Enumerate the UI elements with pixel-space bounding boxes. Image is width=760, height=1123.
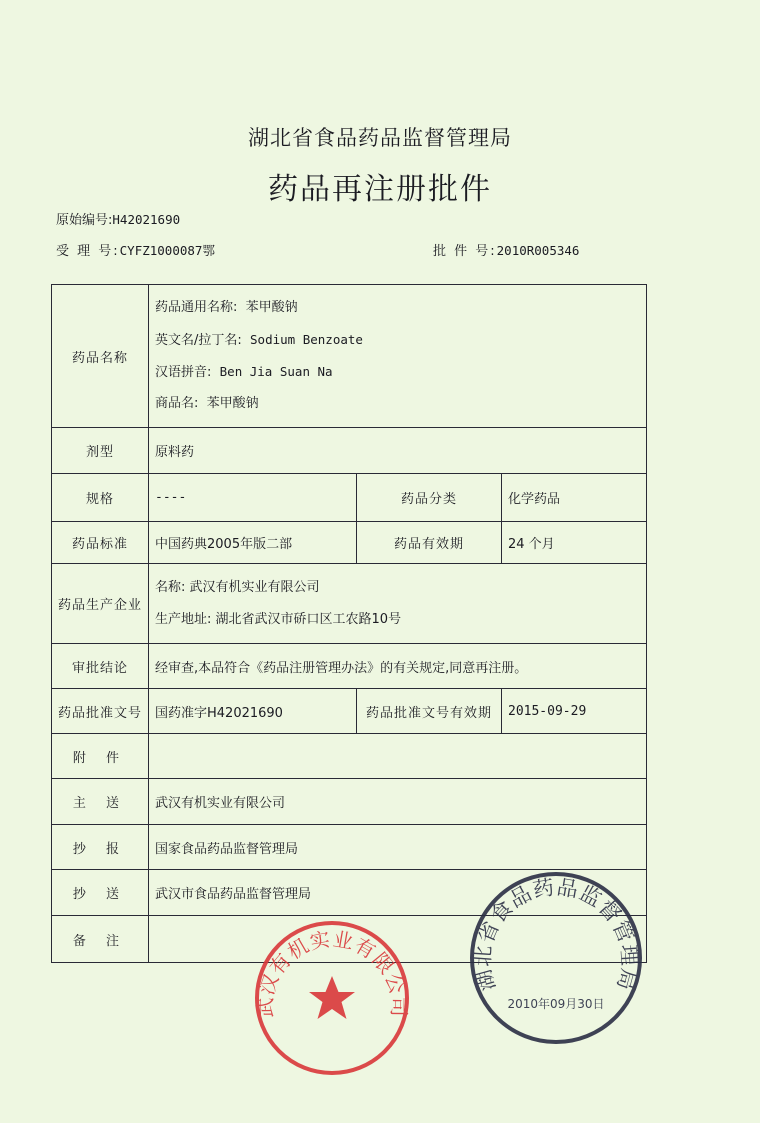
table-row-main-recipient <box>52 779 647 825</box>
trade-name-label: 商品名: <box>155 396 199 411</box>
trade-name-line <box>155 388 640 420</box>
approval-doc-validity-label: 药品批准文号有效期 <box>357 689 502 734</box>
approval-table <box>51 284 647 963</box>
manufacturer-name-line <box>155 572 640 604</box>
pinyin-line <box>155 356 640 388</box>
table-row-standard <box>52 522 647 564</box>
category-label: 药品分类 <box>357 474 502 522</box>
acceptance-number <box>56 240 215 259</box>
generic-name-line <box>155 292 640 324</box>
english-name-line <box>155 324 640 356</box>
drug-name-label: 药品名称 <box>52 285 149 428</box>
standard-label: 药品标准 <box>52 522 149 564</box>
trade-name-value: 苯甲酸钠 <box>206 396 259 411</box>
category-value: 化学药品 <box>502 474 647 522</box>
approval-doc-validity-value: 2015-09-29 <box>502 689 647 734</box>
dosage-form-value: 原料药 <box>149 428 647 474</box>
generic-name-value: 苯甲酸钠 <box>245 300 298 315</box>
attachment-value <box>149 734 647 779</box>
conclusion-value: 经审查,本品符合《药品注册管理办法》的有关规定,同意再注册。 <box>149 644 647 689</box>
approval-number <box>433 240 579 259</box>
original-number-label: 原始编号: <box>56 213 113 228</box>
copy-to-value: 武汉市食品药品监督管理局 <box>149 870 647 916</box>
manufacturer-address-value: 湖北省武汉市硚口区工农路10号 <box>215 611 402 627</box>
manufacturer-name-label: 名称: <box>155 579 186 595</box>
pinyin-label: 汉语拼音: <box>155 365 212 380</box>
original-number-value: H42021690 <box>112 212 181 227</box>
standard-value: 中国药典2005年版二部 <box>149 522 357 564</box>
validity-label: 药品有效期 <box>357 522 502 564</box>
table-row-approval-doc <box>52 689 647 734</box>
authority-seal <box>466 868 646 1048</box>
acceptance-number-label: 受 理 号: <box>56 244 120 259</box>
approval-number-value: 2010R005346 <box>496 243 580 258</box>
manufacturer-address-line <box>155 604 640 636</box>
manufacturer-cell <box>149 564 647 644</box>
table-row-spec <box>52 474 647 522</box>
english-name-value: Sodium Benzoate <box>250 332 363 347</box>
spec-value: ---- <box>149 474 357 522</box>
pinyin-value: Ben Jia Suan Na <box>219 364 333 379</box>
validity-value: 24 个月 <box>502 522 647 564</box>
company-seal-text: 武汉有机实业有限公司 <box>252 926 412 1018</box>
document-title: 药品再注册批件 <box>268 172 492 207</box>
attachment-label: 附 件 <box>52 734 149 779</box>
acceptance-number-value: CYFZ1000087鄂 <box>119 243 215 258</box>
manufacturer-label: 药品生产企业 <box>52 564 149 644</box>
remarks-label: 备 注 <box>52 916 149 963</box>
manufacturer-address-label: 生产地址: <box>155 611 212 627</box>
dosage-form-label: 剂型 <box>52 428 149 474</box>
company-seal <box>252 918 412 1078</box>
conclusion-label: 审批结论 <box>52 644 149 689</box>
approval-number-label: 批 件 号: <box>433 244 497 259</box>
main-recipient-value: 武汉有机实业有限公司 <box>149 779 647 825</box>
main-recipient-label: 主 送 <box>52 779 149 825</box>
spec-label: 规格 <box>52 474 149 522</box>
issuing-authority: 湖北省食品药品监督管理局 <box>248 126 512 150</box>
authority-seal-text: 湖北省食品药品监督管理局 <box>470 874 642 994</box>
approval-doc-value: 国药准字H42021690 <box>149 689 357 734</box>
copy-to-label: 抄 送 <box>52 870 149 916</box>
table-row-report-to <box>52 825 647 870</box>
table-row-manufacturer <box>52 564 647 644</box>
english-name-label: 英文名/拉丁名: <box>155 333 242 348</box>
manufacturer-name-value: 武汉有机实业有限公司 <box>189 579 320 595</box>
company-seal-star-icon <box>309 976 355 1019</box>
table-row-drug-name <box>52 285 647 428</box>
report-to-label: 抄 报 <box>52 825 149 870</box>
authority-seal-date: 2010年09月30日 <box>507 997 605 1011</box>
drug-name-cell <box>149 285 647 428</box>
table-row-dosage-form <box>52 428 647 474</box>
table-row-attachment <box>52 734 647 779</box>
approval-doc-label: 药品批准文号 <box>52 689 149 734</box>
generic-name-label: 药品通用名称: <box>155 300 238 315</box>
report-to-value: 国家食品药品监督管理局 <box>149 825 647 870</box>
table-row-conclusion <box>52 644 647 689</box>
original-number <box>56 209 180 228</box>
